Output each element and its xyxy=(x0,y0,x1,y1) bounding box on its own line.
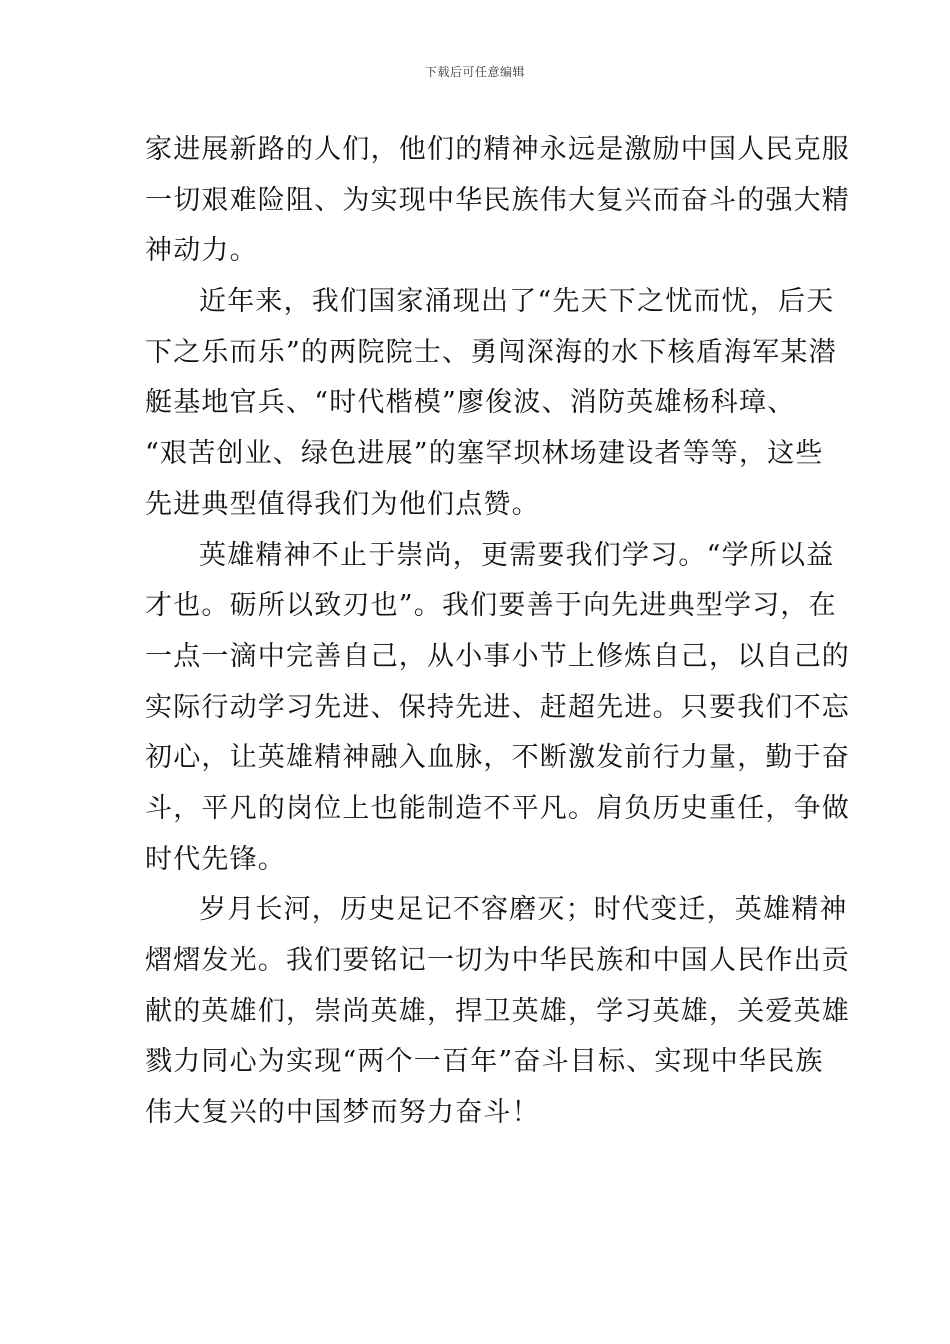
text-line: 近年来，我们国家涌现出了“先天下之忧而忧，后天 xyxy=(199,286,835,318)
text-line: 才也。砺所以致刃也”。我们要善于向先进典型学习，在 xyxy=(145,590,837,622)
text-line: 神动力。 xyxy=(145,235,258,267)
paragraph-3 xyxy=(145,531,850,886)
text-line: 岁月长河，历史足记不容磨灭；时代变迁，英雄精神 xyxy=(199,894,848,926)
text-line: 家进展新路的人们，他们的精神永远是激励中国人民克服 xyxy=(145,134,850,165)
page-header: 下载后可任意编辑 xyxy=(424,65,525,79)
text-line: 初心，让英雄精神融入血脉，不断激发前行力量，勤于奋 xyxy=(145,742,850,774)
text-line: 时代先锋。 xyxy=(145,843,286,875)
text-line: 一点一滴中完善自己，从小事小节上修炼自己，以自己的 xyxy=(145,640,850,672)
text-line: 先进典型值得我们为他们点赞。 xyxy=(145,488,540,520)
paragraph-1 xyxy=(145,125,850,277)
text-line: 一切艰难险阻、为实现中华民族伟大复兴而奋斗的强大精 xyxy=(145,184,850,216)
text-line: 斗，平凡的岗位上也能制造不平凡。肩负历史重任，争做 xyxy=(145,792,850,824)
text-line: 熠熠发光。我们要铭记一切为中华民族和中国人民作出贡 xyxy=(145,945,850,976)
text-line: 下之乐而乐”的两院院士、勇闯深海的水下核盾海军某潜 xyxy=(145,336,837,368)
text-line: 艇基地官兵、“时代楷模”廖俊波、消防英雄杨科璋、 xyxy=(145,387,796,419)
text-line: 伟大复兴的中国梦而努力奋斗！ xyxy=(145,1097,540,1129)
paragraph-2 xyxy=(145,277,837,530)
text-line: 实际行动学习先进、保持先进、赶超先进。只要我们不忘 xyxy=(145,691,850,723)
text-line: “艰苦创业、绿色进展”的塞罕坝林场建设者等等，这些 xyxy=(145,438,824,470)
text-line: 英雄精神不止于崇尚，更需要我们学习。“学所以益 xyxy=(199,539,835,571)
paragraph-4 xyxy=(145,885,850,1138)
document-body xyxy=(145,125,850,1139)
text-line: 献的英雄们，崇尚英雄，捍卫英雄，学习英雄，关爱英雄 xyxy=(145,995,850,1027)
text-line: 戮力同心为实现“两个一百年”奋斗目标、实现中华民族 xyxy=(145,1046,824,1078)
